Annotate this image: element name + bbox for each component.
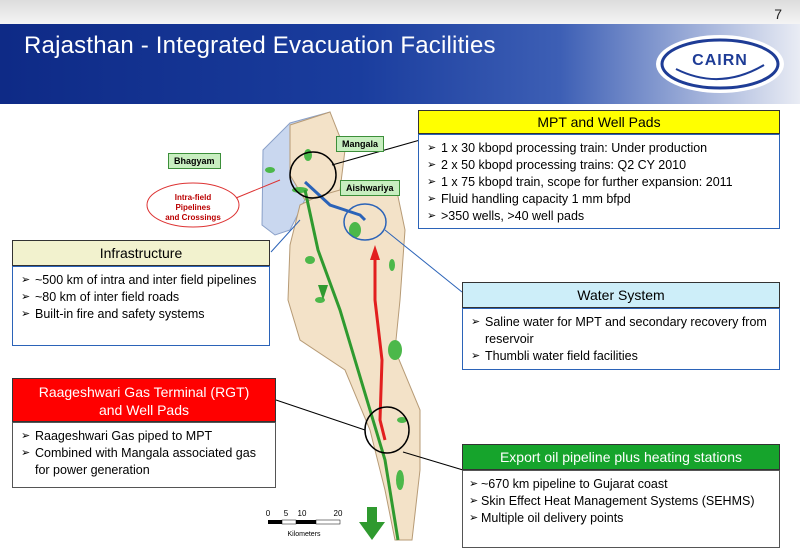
- infrastructure-list: [19, 272, 263, 323]
- list-item: ➢ Skin Effect Heat Management Systems (SEHMS): [469, 494, 755, 508]
- bullet-arrow-icon: ➢: [469, 495, 479, 507]
- list-item: ➢ ~670 km pipeline to Gujarat coast: [469, 477, 668, 491]
- export-list: [469, 476, 773, 527]
- export-panel: [462, 470, 780, 548]
- bullet-arrow-icon: ➢: [469, 512, 479, 524]
- slide-number: 7: [774, 6, 782, 22]
- bullet-arrow-icon: ➢: [21, 308, 31, 320]
- export-panel-header: Export oil pipeline plus heating stations: [462, 444, 780, 470]
- rgt-panel-header: [12, 378, 276, 422]
- list-item: ➢ ~80 km of inter field roads: [21, 290, 180, 304]
- mangala-block: [290, 112, 345, 200]
- bullet-arrow-icon: ➢: [21, 274, 31, 286]
- bhagyam-label: Bhagyam: [168, 153, 221, 169]
- bullet-arrow-icon: ➢: [427, 142, 437, 154]
- rgt-title-line2: and Well Pads: [98, 402, 189, 418]
- bullet-arrow-icon: ➢: [471, 316, 481, 328]
- rgt-panel: [12, 422, 276, 488]
- list-item: ➢ Saline water for MPT and secondary recovery from reservoir: [471, 315, 767, 346]
- logo-text: CAIRN: [692, 52, 748, 69]
- bullet-arrow-icon: ➢: [427, 193, 437, 205]
- rgt-list: [19, 428, 269, 479]
- mpt-list: [425, 140, 773, 225]
- scale-tick-10: 10: [297, 509, 307, 518]
- big-arrow-down-icon: [359, 507, 385, 540]
- list-item: ➢ ~500 km of intra and inter field pipelines: [21, 273, 257, 287]
- mangala-label: Mangala: [336, 136, 384, 152]
- list-item: ➢ Combined with Mangala associated gas for power generation: [21, 446, 256, 477]
- scale-bar: [266, 509, 343, 538]
- bullet-arrow-icon: ➢: [427, 210, 437, 222]
- bullet-arrow-icon: ➢: [21, 447, 31, 459]
- scale-tick-0: 0: [265, 509, 271, 518]
- rgt-callout: [276, 400, 365, 430]
- aishwariya-label: Aishwariya: [340, 180, 400, 196]
- bullet-arrow-icon: ➢: [427, 176, 437, 188]
- slide-title: Rajasthan - Integrated Evacuation Facilities: [24, 32, 496, 59]
- water-panel-header: Water System: [462, 282, 780, 308]
- scale-unit: Kilometers: [287, 531, 321, 538]
- list-item: ➢ Multiple oil delivery points: [469, 511, 624, 525]
- water-list: [469, 314, 773, 365]
- list-item: ➢ Built-in fire and safety systems: [21, 307, 205, 321]
- mpt-panel: [418, 134, 780, 229]
- mpt-panel-header: MPT and Well Pads: [418, 110, 780, 134]
- bullet-arrow-icon: ➢: [471, 350, 481, 362]
- bullet-arrow-icon: ➢: [427, 159, 437, 171]
- list-item: ➢ Fluid handling capacity 1 mm bfpd: [427, 192, 631, 206]
- intrafield-label-3: and Crossings: [165, 213, 221, 222]
- intrafield-label-1: Intra-field: [174, 193, 212, 202]
- list-item: ➢ 1 x 30 kbopd processing train: Under production: [427, 141, 708, 155]
- water-panel: [462, 308, 780, 370]
- list-item: ➢ Raageshwari Gas piped to MPT: [21, 429, 213, 443]
- infrastructure-panel: [12, 266, 270, 346]
- scale-tick-5: 5: [283, 509, 289, 518]
- infrastructure-panel-header: Infrastructure: [12, 240, 270, 266]
- list-item: ➢ 2 x 50 kbopd processing trains: Q2 CY 2010: [427, 158, 687, 172]
- bullet-arrow-icon: ➢: [469, 478, 479, 490]
- list-item: ➢ 1 x 75 kbopd train, scope for further expansion: 2011: [427, 175, 733, 189]
- list-item: ➢ >350 wells, >40 well pads: [427, 209, 585, 223]
- rgt-title-line1: Raageshwari Gas Terminal (RGT): [38, 384, 250, 400]
- intrafield-label-2: Pipelines: [175, 203, 211, 212]
- list-item: ➢ Thumbli water field facilities: [471, 349, 638, 363]
- bullet-arrow-icon: ➢: [21, 291, 31, 303]
- bullet-arrow-icon: ➢: [21, 430, 31, 442]
- scale-tick-20: 20: [333, 509, 343, 518]
